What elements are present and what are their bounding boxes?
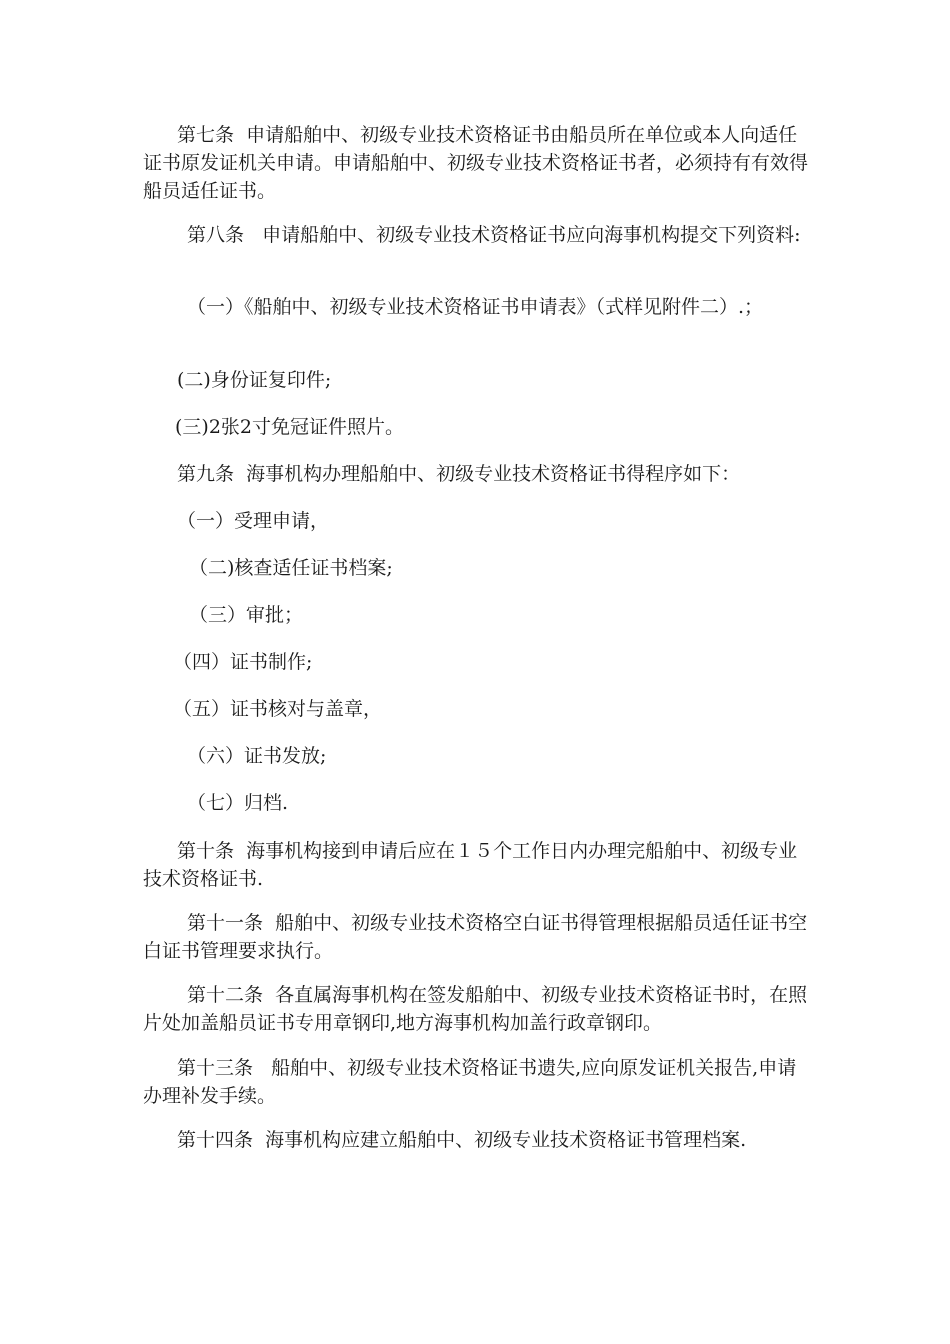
article-9-item-7: （七）归档. [187, 792, 289, 814]
article-9-item-6: （六）证书发放; [187, 745, 327, 767]
article-14: 第十四条 海事机构应建立船舶中、初级专业技术资格证书管理档案. [177, 1129, 747, 1151]
article-9: 第九条 海事机构办理船舶中、初级专业技术资格证书得程序如下： [177, 463, 741, 485]
article-9-item-4: （四）证书制作; [173, 651, 313, 673]
article-11: 第十一条 船舶中、初级专业技术资格空白证书得管理根据船员适任证书空白证书管理要求执行。 [143, 912, 808, 962]
article-12: 第十二条 各直属海事机构在签发船舶中、初级专业技术资格证书时，在照片处加盖船员证书专用章钢印,地方海事机构加盖行政章钢印。 [143, 984, 808, 1034]
article-8-item-1: （一）《船舶中、初级专业技术资格证书申请表》（式样见附件二）.； [187, 296, 764, 318]
article-8-item-2: (二)身份证复印件; [177, 369, 332, 391]
article-9-item-5: （五）证书核对与盖章， [173, 698, 383, 720]
article-8-item-3: (三)2张2寸免冠证件照片。 [175, 416, 405, 438]
article-8: 第八条 申请船舶中、初级专业技术资格证书应向海事机构提交下列资料: [187, 224, 801, 246]
article-13: 第十三条 船舶中、初级专业技术资格证书遗失,应向原发证机关报告,申请办理补发手续。 [143, 1057, 797, 1107]
article-9-item-3: （三）审批； [189, 604, 304, 626]
article-7: 第七条 申请船舶中、初级专业技术资格证书由船员所在单位或本人向适任证书原发证机关申请。申请船舶中、初级专业技术资格证书者，必须持有有效得船员适任证书。 [143, 124, 809, 202]
article-9-item-2: （二)核查适任证书档案; [189, 557, 393, 579]
article-9-item-1: （一）受理申请， [177, 510, 330, 532]
article-10: 第十条 海事机构接到申请后应在１５个工作日内办理完船舶中、初级专业技术资格证书. [143, 840, 798, 890]
